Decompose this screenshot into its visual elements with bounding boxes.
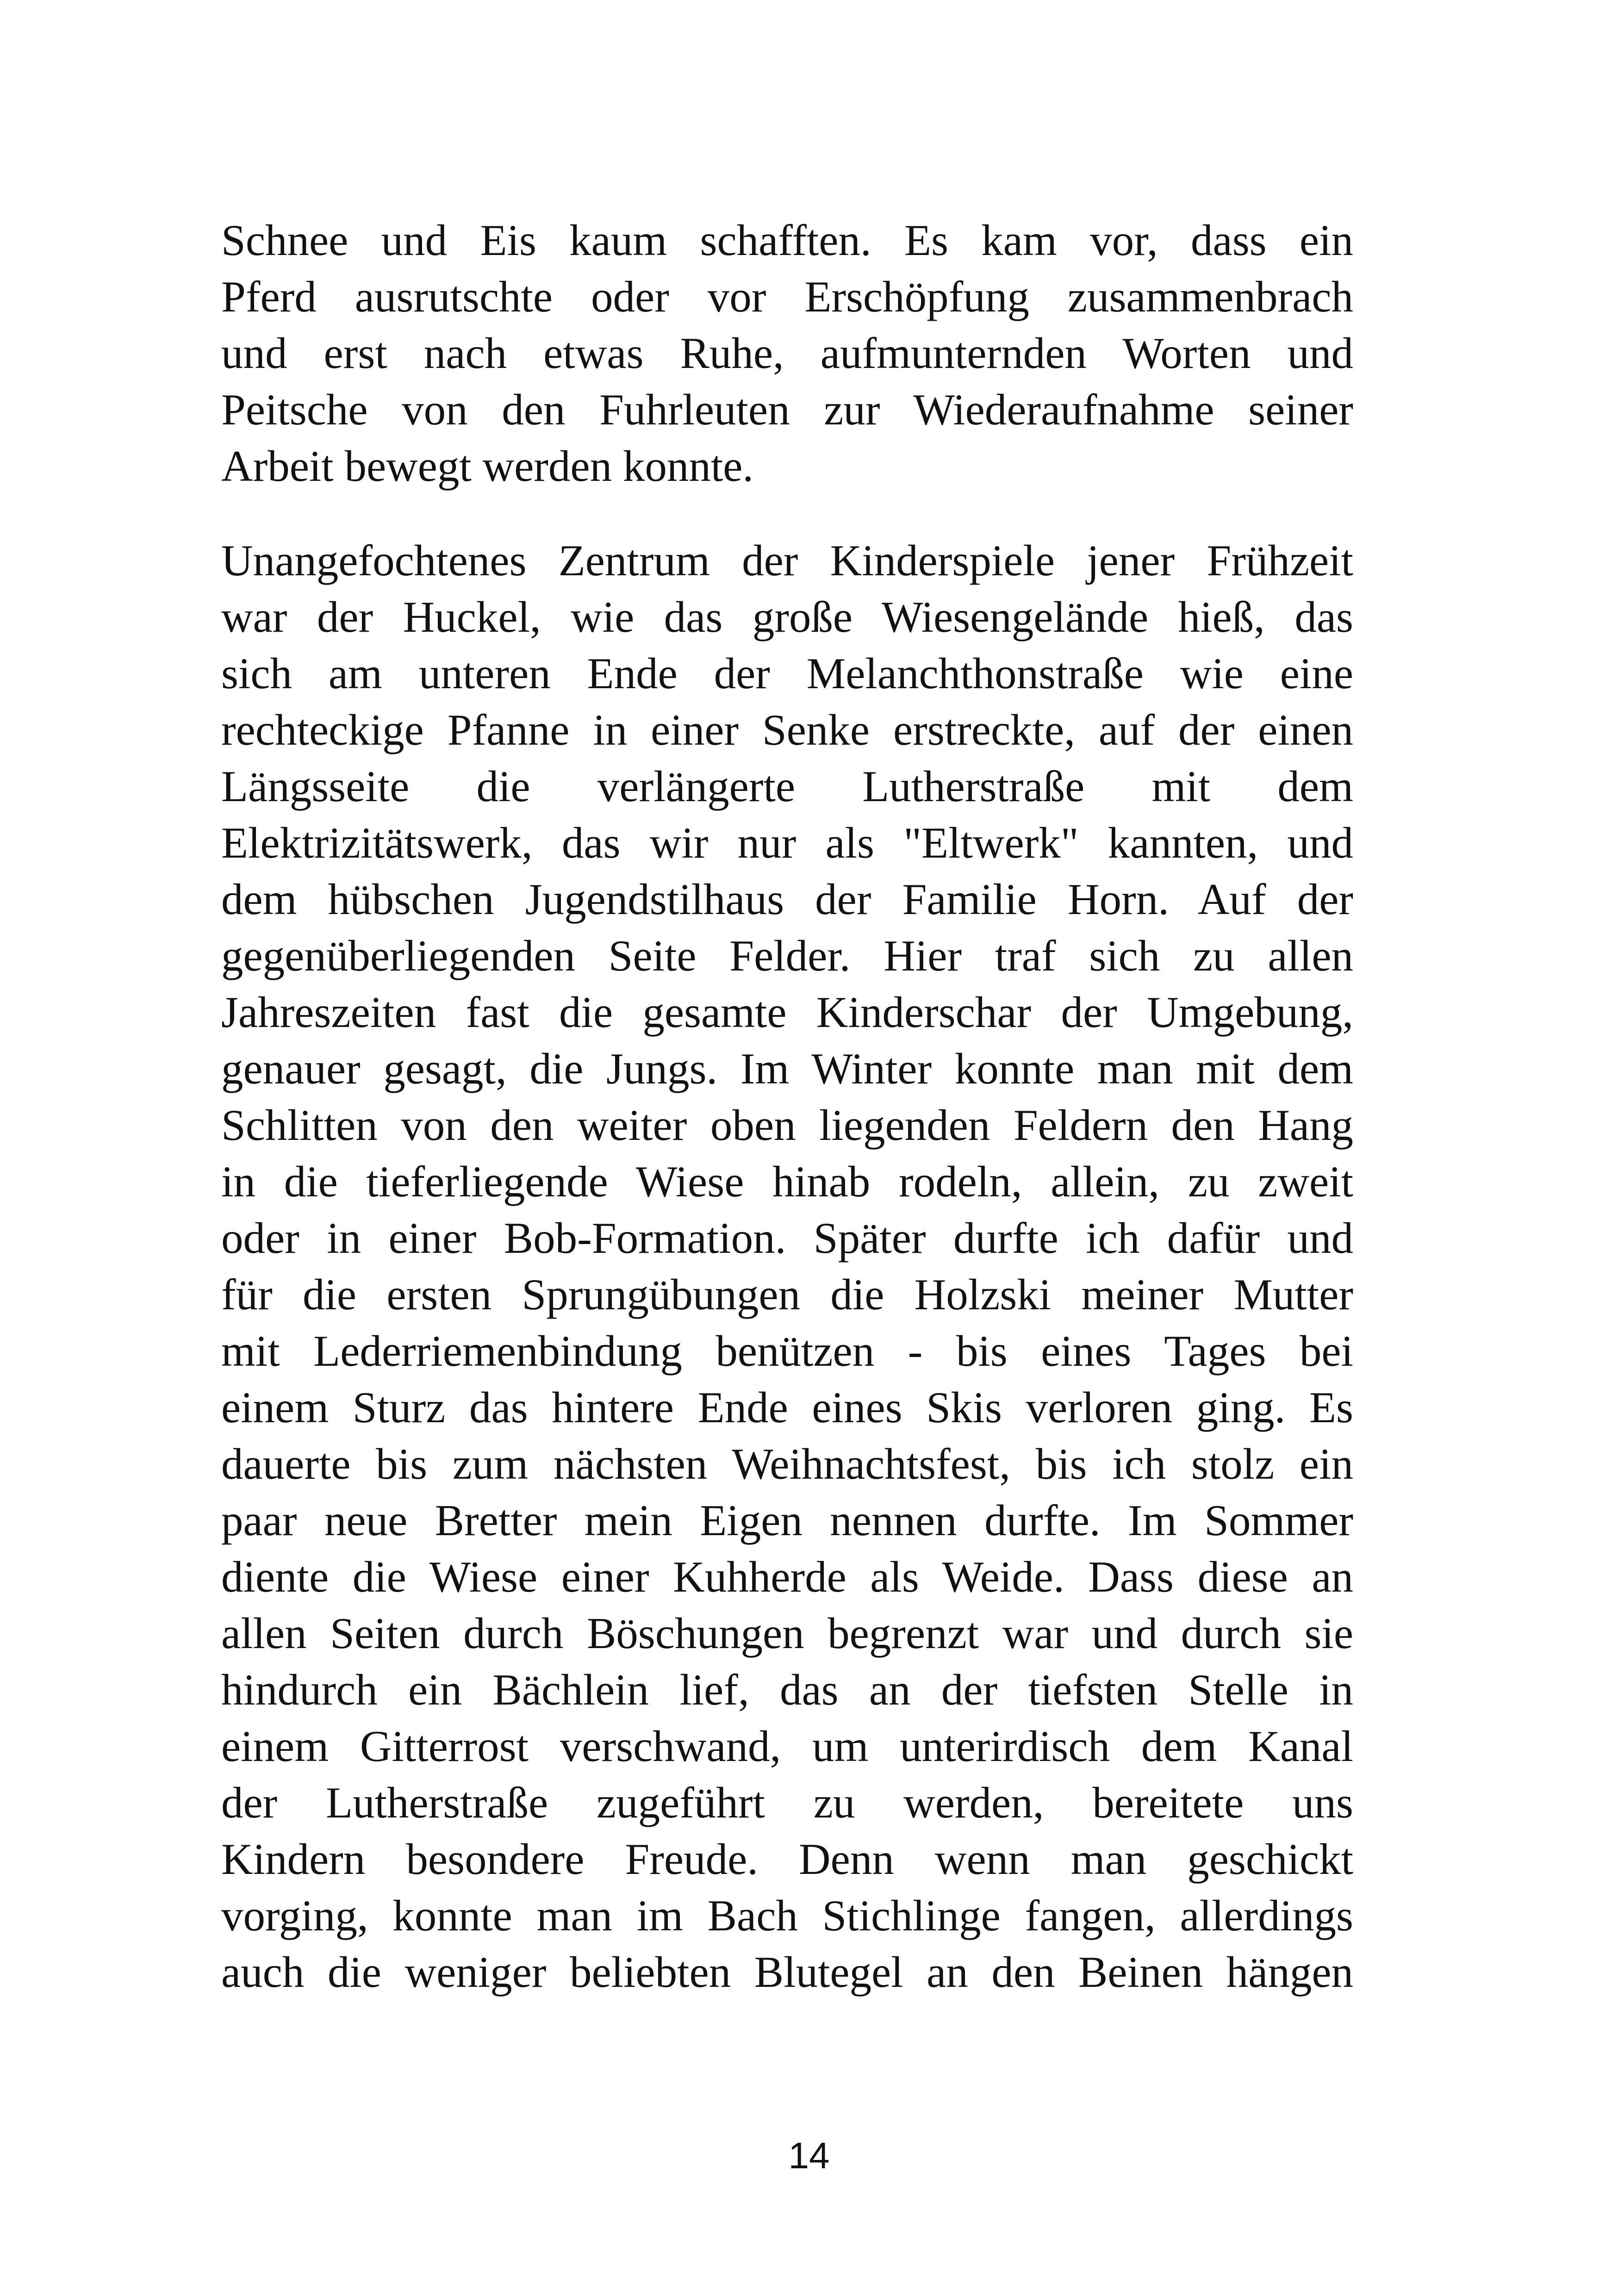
text-line: einem Gitterrost verschwand, um unterirdisch dem Kanal: [221, 1722, 1353, 1771]
text-line: rechteckige Pfanne in einer Senke erstreckte, auf der einen: [221, 705, 1353, 754]
text-line: Pferd ausrutschte oder vor Erschöpfung zusammenbrach: [221, 272, 1353, 321]
paragraph-2: [221, 532, 1353, 2000]
text-line: und erst nach etwas Ruhe, aufmunternden Worten und: [221, 329, 1353, 378]
text-line: war der Huckel, wie das große Wiesengelände hieß, das: [221, 592, 1353, 641]
text-line: auch die weniger beliebten Blutegel an den Beinen hängen: [221, 1948, 1353, 1997]
text-line: sich am unteren Ende der Melanchthonstraße wie eine: [221, 649, 1353, 698]
text-line: Unangefochtenes Zentrum der Kinderspiele jener Frühzeit: [221, 536, 1353, 585]
text-line: Arbeit bewegt werden konnte.: [221, 442, 754, 491]
text-line: Jahreszeiten fast die gesamte Kinderschar der Umgebung,: [221, 988, 1353, 1037]
text-line: diente die Wiese einer Kuhherde als Weide. Dass diese an: [221, 1552, 1353, 1601]
text-line: allen Seiten durch Böschungen begrenzt war und durch sie: [221, 1609, 1353, 1658]
text-line: für die ersten Sprungübungen die Holzski meiner Mutter: [221, 1270, 1353, 1319]
text-line: paar neue Bretter mein Eigen nennen durfte. Im Sommer: [221, 1496, 1353, 1545]
text-line: vorging, konnte man im Bach Stichlinge fangen, allerdings: [221, 1891, 1353, 1940]
text-line: Längsseite die verlängerte Lutherstraße mit dem: [221, 762, 1353, 811]
text-line: der Lutherstraße zugeführt zu werden, bereitete uns: [221, 1778, 1353, 1827]
text-line: in die tieferliegende Wiese hinab rodeln, allein, zu zweit: [221, 1157, 1353, 1206]
text-line: gegenüberliegenden Seite Felder. Hier traf sich zu allen: [221, 931, 1353, 980]
text-line: Peitsche von den Fuhrleuten zur Wiederaufnahme seiner: [221, 385, 1353, 434]
text-line: Elektrizitätswerk, das wir nur als "Eltwerk" kannten, und: [221, 818, 1353, 867]
text-line: dem hübschen Jugendstilhaus der Familie Horn. Auf der: [221, 875, 1353, 924]
text-line: dauerte bis zum nächsten Weihnachtsfest, bis ich stolz ein: [221, 1439, 1353, 1488]
page-number: 14: [788, 2135, 830, 2176]
text-line: einem Sturz das hintere Ende eines Skis verloren ging. Es: [221, 1383, 1353, 1432]
text-line: oder in einer Bob-Formation. Später durfte ich dafür und: [221, 1213, 1353, 1263]
text-line: Schnee und Eis kaum schafften. Es kam vor, dass ein: [221, 216, 1353, 265]
text-line: mit Lederriemenbindung benützen - bis eines Tages bei: [221, 1326, 1353, 1375]
text-line: hindurch ein Bächlein lief, das an der tiefsten Stelle in: [221, 1665, 1353, 1714]
text-line: genauer gesagt, die Jungs. Im Winter konnte man mit dem: [221, 1044, 1353, 1093]
paragraph-1: [221, 212, 1353, 494]
text-line: Kindern besondere Freude. Denn wenn man geschickt: [221, 1835, 1353, 1884]
text-line: Schlitten von den weiter oben liegenden Feldern den Hang: [221, 1101, 1353, 1150]
